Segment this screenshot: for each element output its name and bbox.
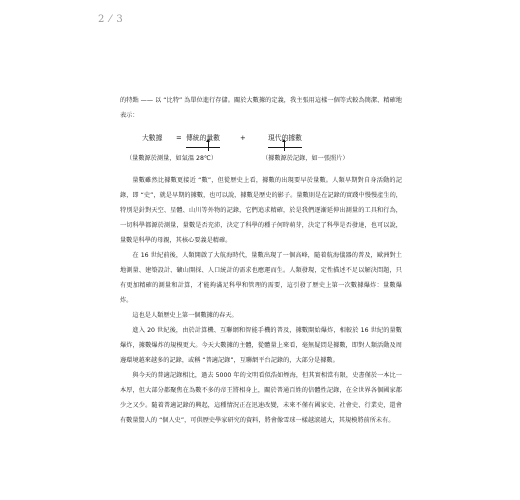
arrow-up-icon xyxy=(284,140,285,151)
formula-note-recorded: （據數源於記錄，如一張照片） xyxy=(262,155,349,162)
formula-term-recorded: 現代的據數 xyxy=(268,131,302,148)
document-body xyxy=(120,93,402,428)
formula-lhs: 大數據 xyxy=(142,134,163,142)
formula-equals: = xyxy=(176,134,182,142)
paragraph-20th-century: 進入 20 世紀後，由於計算機、互聯網和智能手機的普及，據數開始爆炸，相較於 16 世紀的量數爆炸，據數爆炸的規模更大。今天大數據的主體，從體量上來看，毫無疑問是據數，即對人類活動及周邊環境越來越多的記錄，或稱 “普適記錄”，互聯網平台記錄的，大部分是據數。 xyxy=(120,327,402,364)
arrow-up-icon xyxy=(208,140,209,151)
paragraph-age-of-discovery: 在 16 世紀前後，人類開啟了大航海時代，量數出現了一個高峰，隨着航海儀器的普及，歐洲對土地測量、建築設計、礦山開採、人口統計的需求也應運而生。人類發現，定性描述不足以解決問題，只有更加精確的測量和計算，才能夠滿足科學和管理的需要，這引發了歷史上第一次數據爆炸：量數爆炸。 xyxy=(120,252,402,304)
formula-term-measured: 傳統的量數 xyxy=(186,131,220,148)
formula-plus: + xyxy=(240,134,246,142)
big-data-formula xyxy=(120,131,402,173)
formula-note-measured: （量數源於測量，如氣溫 28℃） xyxy=(126,155,218,162)
paragraph-measurement-history: 量數雖然比據數更接近 “數”，但從歷史上看，據數的出現要早於量數。人類早期對自身活動的記錄，即 “史”，就是早期的據數，也可以說，據數是歷史的影子。量數則是在記錄的實踐中慢慢產生的，特別是針對天空、星體、山川等外物的記錄，它們追求精確，於是我們逐漸延伸出測量的工具和行為，一切科學都源於測量，量數是否充沛，決定了科學的種子何時萌芽，決定了科學是否發達，也可以說，量數是科學的母親，其核心要義是精確。 xyxy=(120,177,402,244)
paragraph-universal-records: 與今天的普適記錄相比，過去 5000 年的文明看似浩如煙海，但其實相當有限，史書僅於一本比一本厚，但大部分都聚焦在為數不多的帝王將相身上，關於普通百姓的信體性記錄，在全世界各個國家都少之又少。隨着普適記錄的興起，這種情況正在迅速改變，未來不僅有國家史、社會史、行業史，還會有數量驚人的 “個人史”，可供歷史學家研究的資料，將會像雪球一樣越滾越大，其規模將前所未有。 xyxy=(120,372,402,424)
paragraph-first-spring: 這也是人類歷史上第一個數據的春天。 xyxy=(132,312,238,319)
intro-paragraph: 的特點 —— 以 “比特” 為單位進行存儲。關於大數據的定義，我主張用這樣一個等式較為簡潔、精確地表示： xyxy=(120,97,402,119)
page-number: 2 ⁄ 3 xyxy=(98,14,124,25)
